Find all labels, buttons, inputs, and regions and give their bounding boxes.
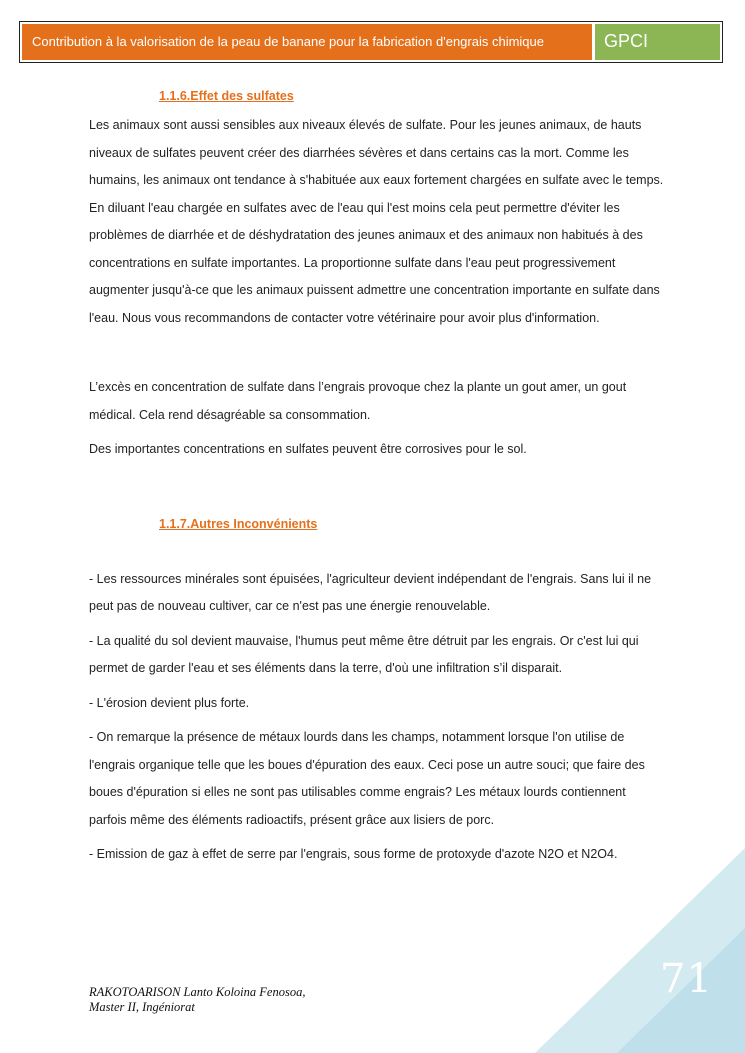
page-footer — [89, 985, 305, 1015]
paragraph: - On remarque la présence de métaux lourds dans les champs, notamment lorsque l'on utilise de l'engrais organique telle que les boues d'épuration des eaux. Ceci pose un autre souci; que faire des boues d'épuration si elles ne sont pas utilisables comme engrais? Les métaux lourds contiennent parfois même des éléments radioactifs, présent grâce aux lisiers de porc. — [89, 730, 645, 827]
corner-decoration — [535, 848, 745, 1053]
paragraph: - Emission de gaz à effet de serre par l'engrais, sous forme de protoxyde d'azote N2O et N2O4. — [89, 847, 618, 861]
header-tag: GPCI — [595, 24, 720, 60]
page-header — [19, 21, 723, 63]
section-autres-inconvenients — [89, 514, 664, 869]
section-heading: 1.1.6.Effet des sulfates — [159, 89, 294, 103]
page-number: 71 — [660, 956, 713, 1002]
document-title: Contribution à la valorisation de la peau de banane pour la fabrication d'engrais chimique — [22, 24, 592, 60]
footer-author: RAKOTOARISON Lanto Koloina Fenosoa, — [89, 985, 306, 999]
paragraph: - Les ressources minérales sont épuisées, l'agriculteur devient indépendant de l'engrais. Sans lui il ne peut pas de nouveau cultiver, car ce n'est pas une énergie renouvelable. — [89, 571, 652, 613]
page-content — [89, 86, 664, 869]
footer-degree: Master II, Ingéniorat — [89, 1000, 195, 1014]
paragraph: - La qualité du sol devient mauvaise, l'humus peut même être détruit par les engrais. Or c'est lui qui permet de garder l'eau et ses éléments dans la terre, d'où une infiltration s’il disparait. — [89, 633, 639, 675]
section-effet-sulfates — [89, 86, 664, 464]
paragraph: L’excès en concentration de sulfate dans l’engrais provoque chez la plante un gout amer, un gout médical. Cela rend désagréable sa consommation. — [89, 380, 627, 422]
section-heading: 1.1.7.Autres Inconvénients — [159, 516, 318, 531]
paragraph: Des importantes concentrations en sulfates peuvent être corrosives pour le sol. — [89, 442, 527, 456]
paragraph: Les animaux sont aussi sensibles aux niveaux élevés de sulfate. Pour les jeunes animaux, de hauts niveaux de sulfates peuvent créer des diarrhées sévères et dans certains cas la mort. Comme les humains, les animaux ont tendance à s'habituée aux eaux fortement chargées en sulfate avec le temps. En diluant l'eau chargée en sulfates avec de l'eau qui l'est moins cela peut permettre d'éviter les problèmes de diarrhée et de déshydratation des jeunes animaux et des animaux non habitués à des concentrations en sulfate importantes. La proportionne sulfate dans l'eau peut progressivement augmenter jusqu'à-ce que les animaux puissent admettre une concentration importante en sulfate dans l'eau. Nous vous recommandons de contacter votre vétérinaire pour avoir plus d'information. — [89, 118, 664, 325]
paragraph: - L'érosion devient plus forte. — [89, 695, 250, 710]
